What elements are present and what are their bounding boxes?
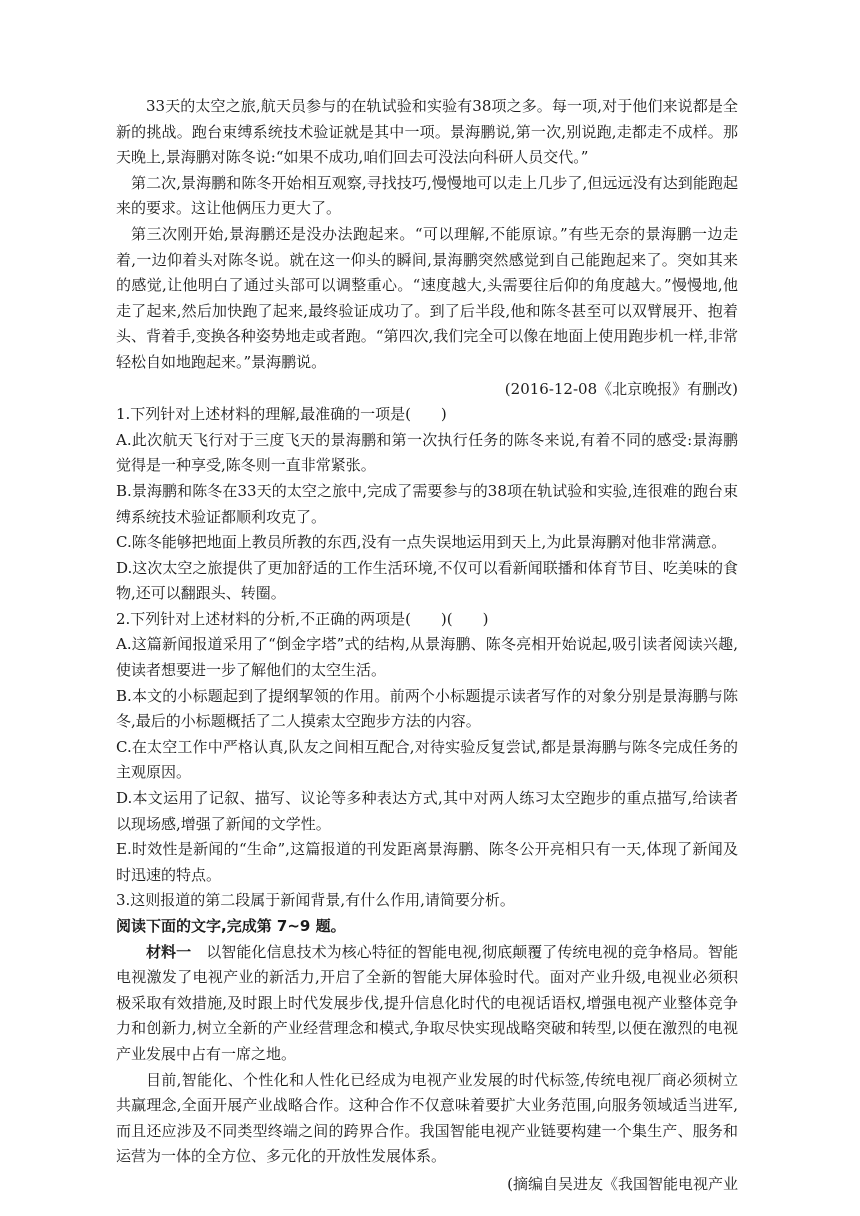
article-source: (2016-12-08《北京晚报》有删改) [504, 379, 738, 398]
document-page [116, 94, 738, 1198]
article-paragraph-1: 33天的太空之旅,航天员参与的在轨试验和实验有38项之多。每一项,对于他们来说都是全新的挑战。跑台束缚系统技术验证就是其中一项。景海鹏说,第一次,别说跑,走都走不成样。那天晚上,景海鹏对陈冬说:“如果不成功,咱们回去可没法向科研人员交代。” [116, 97, 738, 167]
question-1-option-d: D.这次太空之旅提供了更加舒适的工作生活环境,不仅可以看新闻联播和体育节目、吃美味的食物,还可以翻跟头、转圈。 [116, 558, 738, 603]
question-2-option-b: B.本文的小标题起到了提纲挈领的作用。前两个小标题提示读者写作的对象分别是景海鹏与陈冬,最后的小标题概括了二人摸索太空跑步方法的内容。 [116, 686, 738, 731]
question-1-stem: 1.下列针对上述材料的理解,最准确的一项是( ) [116, 405, 447, 424]
article-paragraph-3: 第三次刚开始,景海鹏还是没办法跑起来。“可以理解,不能原谅。”有些无奈的景海鹏一边走着,一边仰着头对陈冬说。就在这一仰头的瞬间,景海鹏突然感觉到自己能跑起来了。突如其来的感觉,让他明白了通过头部可以调整重心。“速度越大,头需要往后仰的角度越大。”慢慢地,他走了起来,然后加快跑了起来,最终验证成功了。到了后半段,他和陈冬甚至可以双臂展开、抱着头、背着手,变换各种姿势地走或者跑。“第四次,我们完全可以像在地面上使用跑步机一样,非常轻松自如地跑起来。”景海鹏说。 [116, 224, 738, 371]
question-2-stem: 2.下列针对上述材料的分析,不正确的两项是( )( ) [116, 609, 489, 628]
material-1-source: (摘编自吴进友《我国智能电视产业 [507, 1174, 738, 1193]
question-1-option-b: B.景海鹏和陈冬在33天的太空之旅中,完成了需要参与的38项在轨试验和实验,连很难的跑台束缚系统技术验证都顺利攻克了。 [116, 481, 738, 526]
question-2-option-c: C.在太空工作中严格认真,队友之间相互配合,对待实验反复尝试,都是景海鹏与陈冬完成任务的主观原因。 [116, 737, 738, 782]
question-2-option-d: D.本文运用了记叙、描写、议论等多种表达方式,其中对两人练习太空跑步的重点描写,给读者以现场感,增强了新闻的文学性。 [116, 789, 738, 833]
question-2-option-e: E.时效性是新闻的“生命”,这篇报道的刊发距离景海鹏、陈冬公开亮相只有一天,体现了新闻及时迅速的特点。 [116, 840, 738, 884]
question-1-option-c: C.陈冬能够把地面上教员所教的东西,没有一点失误地运用到天上,为此景海鹏对他非常满意。 [116, 533, 727, 552]
material-1-label: 材料一 [146, 942, 192, 961]
article-paragraph-2: 第二次,景海鹏和陈冬开始相互观察,寻找技巧,慢慢地可以走上几步了,但远远没有达到能跑起来的要求。这让他俩压力更大了。 [116, 173, 738, 218]
reading-instruction: 阅读下面的文字,完成第 7~9 题。 [116, 917, 346, 935]
question-3-stem: 3.这则报道的第二段属于新闻背景,有什么作用,请简要分析。 [116, 891, 515, 910]
question-2-option-a: A.这篇新闻报道采用了“倒金字塔”式的结构,从景海鹏、陈冬亮相开始说起,吸引读者阅读兴趣,使读者想要进一步了解他们的太空生活。 [116, 635, 738, 680]
material-1-text: 以智能化信息技术为核心特征的智能电视,彻底颠覆了传统电视的竞争格局。智能电视激发了电视产业的新活力,开启了全新的智能大屏体验时代。面对产业升级,电视业必须积极采取有效措施,及时跟上时代发展步伐,提升信息化时代的电视话语权,增强电视产业整体竞争力和创新力,树立全新的产业经营理念和模式,争取尽快实现战略突破和转型,以便在激烈的电视产业发展中占有一席之地。 [116, 942, 738, 1063]
question-1-option-a: A.此次航天飞行对于三度飞天的景海鹏和第一次执行任务的陈冬来说,有着不同的感受:景海鹏觉得是一种享受,陈冬则一直非常紧张。 [116, 430, 738, 475]
material-1-paragraph-2: 目前,智能化、个性化和人性化已经成为电视产业发展的时代标签,传统电视厂商必须树立共赢理念,全面开展产业战略合作。这种合作不仅意味着要扩大业务范围,向服务领域适当进军,而且还应涉及不同类型终端之间的跨界合作。我国智能电视产业链要构建一个集生产、服务和运营为一体的全方位、多元化的开放性发展体系。 [116, 1070, 738, 1166]
material-1-paragraph-1 [116, 940, 738, 1068]
